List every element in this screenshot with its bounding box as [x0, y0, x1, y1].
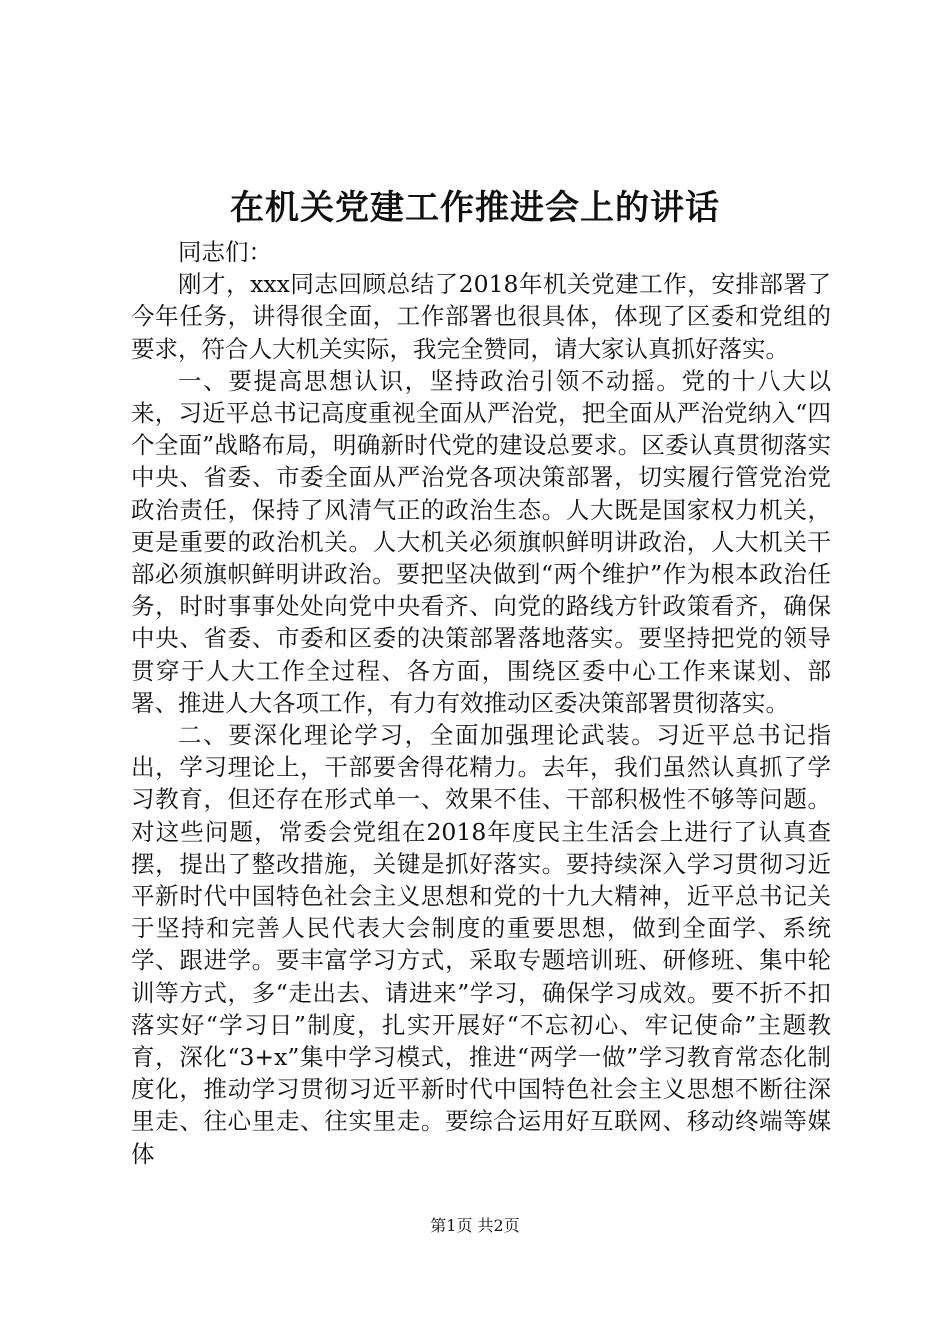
- paragraph-section-two: 二、要深化理论学习，全面加强理论武装。习近平总书记指出，学习理论上，干部要舍得花精力。去年，我们虽然认真抓了学习教育，但还存在形式单一、效果不佳、干部积极性不够等问题。对这些问题，常委会党组在2018年度民主生活会上进行了认真查摆，提出了整改措施，关键是抓好落实。要持续深入学习贯彻习近平新时代中国特色社会主义思想和党的十九大精神，近平总书记关于坚持和完善人民代表大会制度的重要思想，做到全面学、系统学、跟进学。要丰富学习方式，采取专题培训班、研修班、集中轮训等方式，多“走出去、请进来”学习，确保学习成效。要不折不扣落实好“学习日”制度，扎实开展好“不忘初心、牢记使命”主题教育，深化“3+x”集中学习模式，推进“两学一做”学习教育常态化制度化，推动学习贯彻习近平新时代中国特色社会主义思想不断往深里走、往心里走、往实里走。要综合运用好互联网、移动终端等媒体: [131, 721, 831, 1168]
- salutation: 同志们：: [178, 238, 272, 266]
- document-title: 在机关党建工作推进会上的讲话: [230, 188, 720, 228]
- paragraph-section-one: 一、要提高思想认识，坚持政治引领不动摇。党的十八大以来，习近平总书记高度重视全面从严治党，把全面从严治党纳入“四个全面”战略布局，明确新时代党的建设总要求。区委认真贯彻落实中央、省委、市委全面从严治党各项决策部署，切实履行管党治党政治责任，保持了风清气正的政治生态。人大既是国家权力机关，更是重要的政治机关。人大机关必须旗帜鲜明讲政治，人大机关干部必须旗帜鲜明讲政治。要把坚决做到“两个维护”作为根本政治任务，时时事事处处向党中央看齐、向党的路线方针政策看齐，确保中央、省委、市委和区委的决策部署落地落实。要坚持把党的领导贯穿于人大工作全过程、各方面，围绕区委中心工作来谋划、部署、推进人大各项工作，有力有效推动区委决策部署贯彻落实。: [131, 366, 831, 717]
- document-body: [131, 236, 831, 1170]
- page-footer: 第1页 共2页: [430, 1216, 520, 1235]
- paragraph-intro: 刚才，xxx同志回顾总结了2018年机关党建工作，安排部署了今年任务，讲得很全面，工作部署也很具体，体现了区委和党组的要求，符合人大机关实际，我完全赞同，请大家认真抓好落实。: [131, 270, 831, 363]
